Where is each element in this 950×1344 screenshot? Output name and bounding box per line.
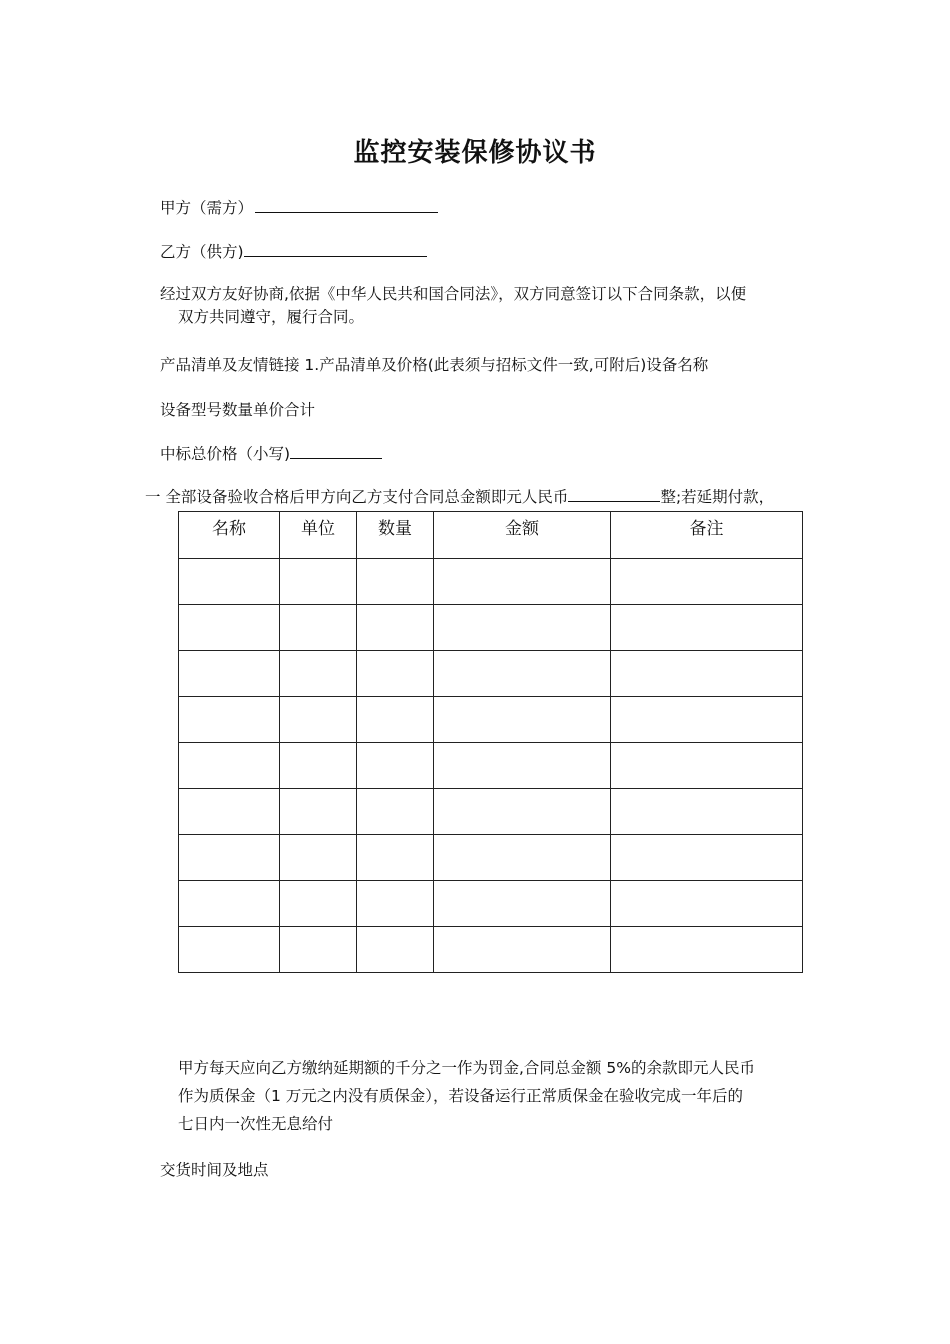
table-cell bbox=[179, 835, 280, 881]
payment-line bbox=[145, 485, 774, 508]
table-cell bbox=[611, 559, 803, 605]
table-cell bbox=[280, 835, 357, 881]
table-cell bbox=[434, 835, 611, 881]
table-row bbox=[179, 743, 803, 789]
table-cell bbox=[611, 927, 803, 973]
table-row bbox=[179, 927, 803, 973]
table-body bbox=[179, 559, 803, 973]
total-price-label: 中标总价格（小写) bbox=[160, 445, 291, 463]
table-cell bbox=[611, 789, 803, 835]
table-row bbox=[179, 559, 803, 605]
penalty-line-2: 作为质保金（1 万元之内没有质保金），若设备运行正常质保金在验收完成一年后的 bbox=[178, 1087, 744, 1105]
table-cell bbox=[434, 881, 611, 927]
table-cell bbox=[280, 697, 357, 743]
party-b-blank bbox=[244, 240, 427, 257]
table-row bbox=[179, 835, 803, 881]
model-line: 设备型号数量单价合计 bbox=[160, 401, 316, 419]
party-b-label: 乙方（供方) bbox=[160, 243, 244, 261]
table-cell bbox=[280, 605, 357, 651]
total-price-blank bbox=[290, 442, 382, 459]
table-cell bbox=[280, 559, 357, 605]
table-row bbox=[179, 697, 803, 743]
party-a-label: 甲方（需方） bbox=[160, 199, 254, 217]
table-cell bbox=[434, 743, 611, 789]
table-cell bbox=[434, 605, 611, 651]
table-cell bbox=[357, 927, 434, 973]
table-cell bbox=[434, 927, 611, 973]
table-cell bbox=[280, 651, 357, 697]
header-quantity: 数量 bbox=[357, 512, 434, 559]
table-cell bbox=[280, 927, 357, 973]
document-title: 监控安装保修协议书 bbox=[353, 138, 597, 168]
party-a-line bbox=[160, 196, 438, 219]
table-cell bbox=[357, 789, 434, 835]
party-a-blank bbox=[255, 196, 438, 213]
table-cell bbox=[357, 743, 434, 789]
table-cell bbox=[357, 697, 434, 743]
table-row bbox=[179, 789, 803, 835]
header-remark: 备注 bbox=[611, 512, 803, 559]
table-cell bbox=[611, 881, 803, 927]
table-cell bbox=[611, 697, 803, 743]
intro-line-2: 双方共同遵守，履行合同。 bbox=[178, 308, 365, 326]
table-cell bbox=[434, 559, 611, 605]
payment-suffix: 整;若延期付款， bbox=[660, 488, 775, 506]
table-cell bbox=[611, 651, 803, 697]
table-cell bbox=[179, 789, 280, 835]
table-cell bbox=[611, 835, 803, 881]
table-cell bbox=[179, 881, 280, 927]
total-price-line bbox=[160, 442, 382, 465]
table-cell bbox=[179, 605, 280, 651]
table-cell bbox=[434, 651, 611, 697]
table-cell bbox=[611, 743, 803, 789]
penalty-line-1: 甲方每天应向乙方缴纳延期额的千分之一作为罚金,合同总金额 5%的余款即元人民币 bbox=[178, 1059, 755, 1077]
table-row bbox=[179, 881, 803, 927]
table-cell bbox=[357, 605, 434, 651]
penalty-line-3: 七日内一次性无息给付 bbox=[178, 1115, 334, 1133]
product-table bbox=[178, 511, 803, 973]
intro-line-1: 经过双方友好协商,依据《中华人民共和国合同法》，双方同意签订以下合同条款，以便 bbox=[160, 285, 747, 303]
table-cell bbox=[611, 605, 803, 651]
table-cell bbox=[179, 559, 280, 605]
table-cell bbox=[357, 881, 434, 927]
header-unit: 单位 bbox=[280, 512, 357, 559]
table-cell bbox=[434, 789, 611, 835]
table-cell bbox=[179, 697, 280, 743]
intro-paragraph bbox=[160, 283, 746, 329]
delivery-line: 交货时间及地点 bbox=[160, 1161, 269, 1179]
product-line: 产品清单及友情链接 1.产品清单及价格(此表须与招标文件一致,可附后)设备名称 bbox=[160, 356, 709, 374]
payment-prefix: 一 全部设备验收合格后甲方向乙方支付合同总金额即元人民币 bbox=[145, 488, 569, 506]
table-cell bbox=[357, 559, 434, 605]
table-cell bbox=[434, 697, 611, 743]
payment-blank bbox=[568, 485, 660, 502]
table-cell bbox=[357, 835, 434, 881]
table-cell bbox=[179, 651, 280, 697]
party-b-line bbox=[160, 240, 427, 263]
header-amount: 金额 bbox=[434, 512, 611, 559]
table-cell bbox=[179, 927, 280, 973]
table-cell bbox=[280, 743, 357, 789]
table-cell bbox=[280, 881, 357, 927]
table-header-row bbox=[179, 512, 803, 559]
header-name: 名称 bbox=[179, 512, 280, 559]
table-cell bbox=[280, 789, 357, 835]
table-row bbox=[179, 651, 803, 697]
table-cell bbox=[357, 651, 434, 697]
penalty-paragraph bbox=[178, 1057, 755, 1136]
table-cell bbox=[179, 743, 280, 789]
table-row bbox=[179, 605, 803, 651]
